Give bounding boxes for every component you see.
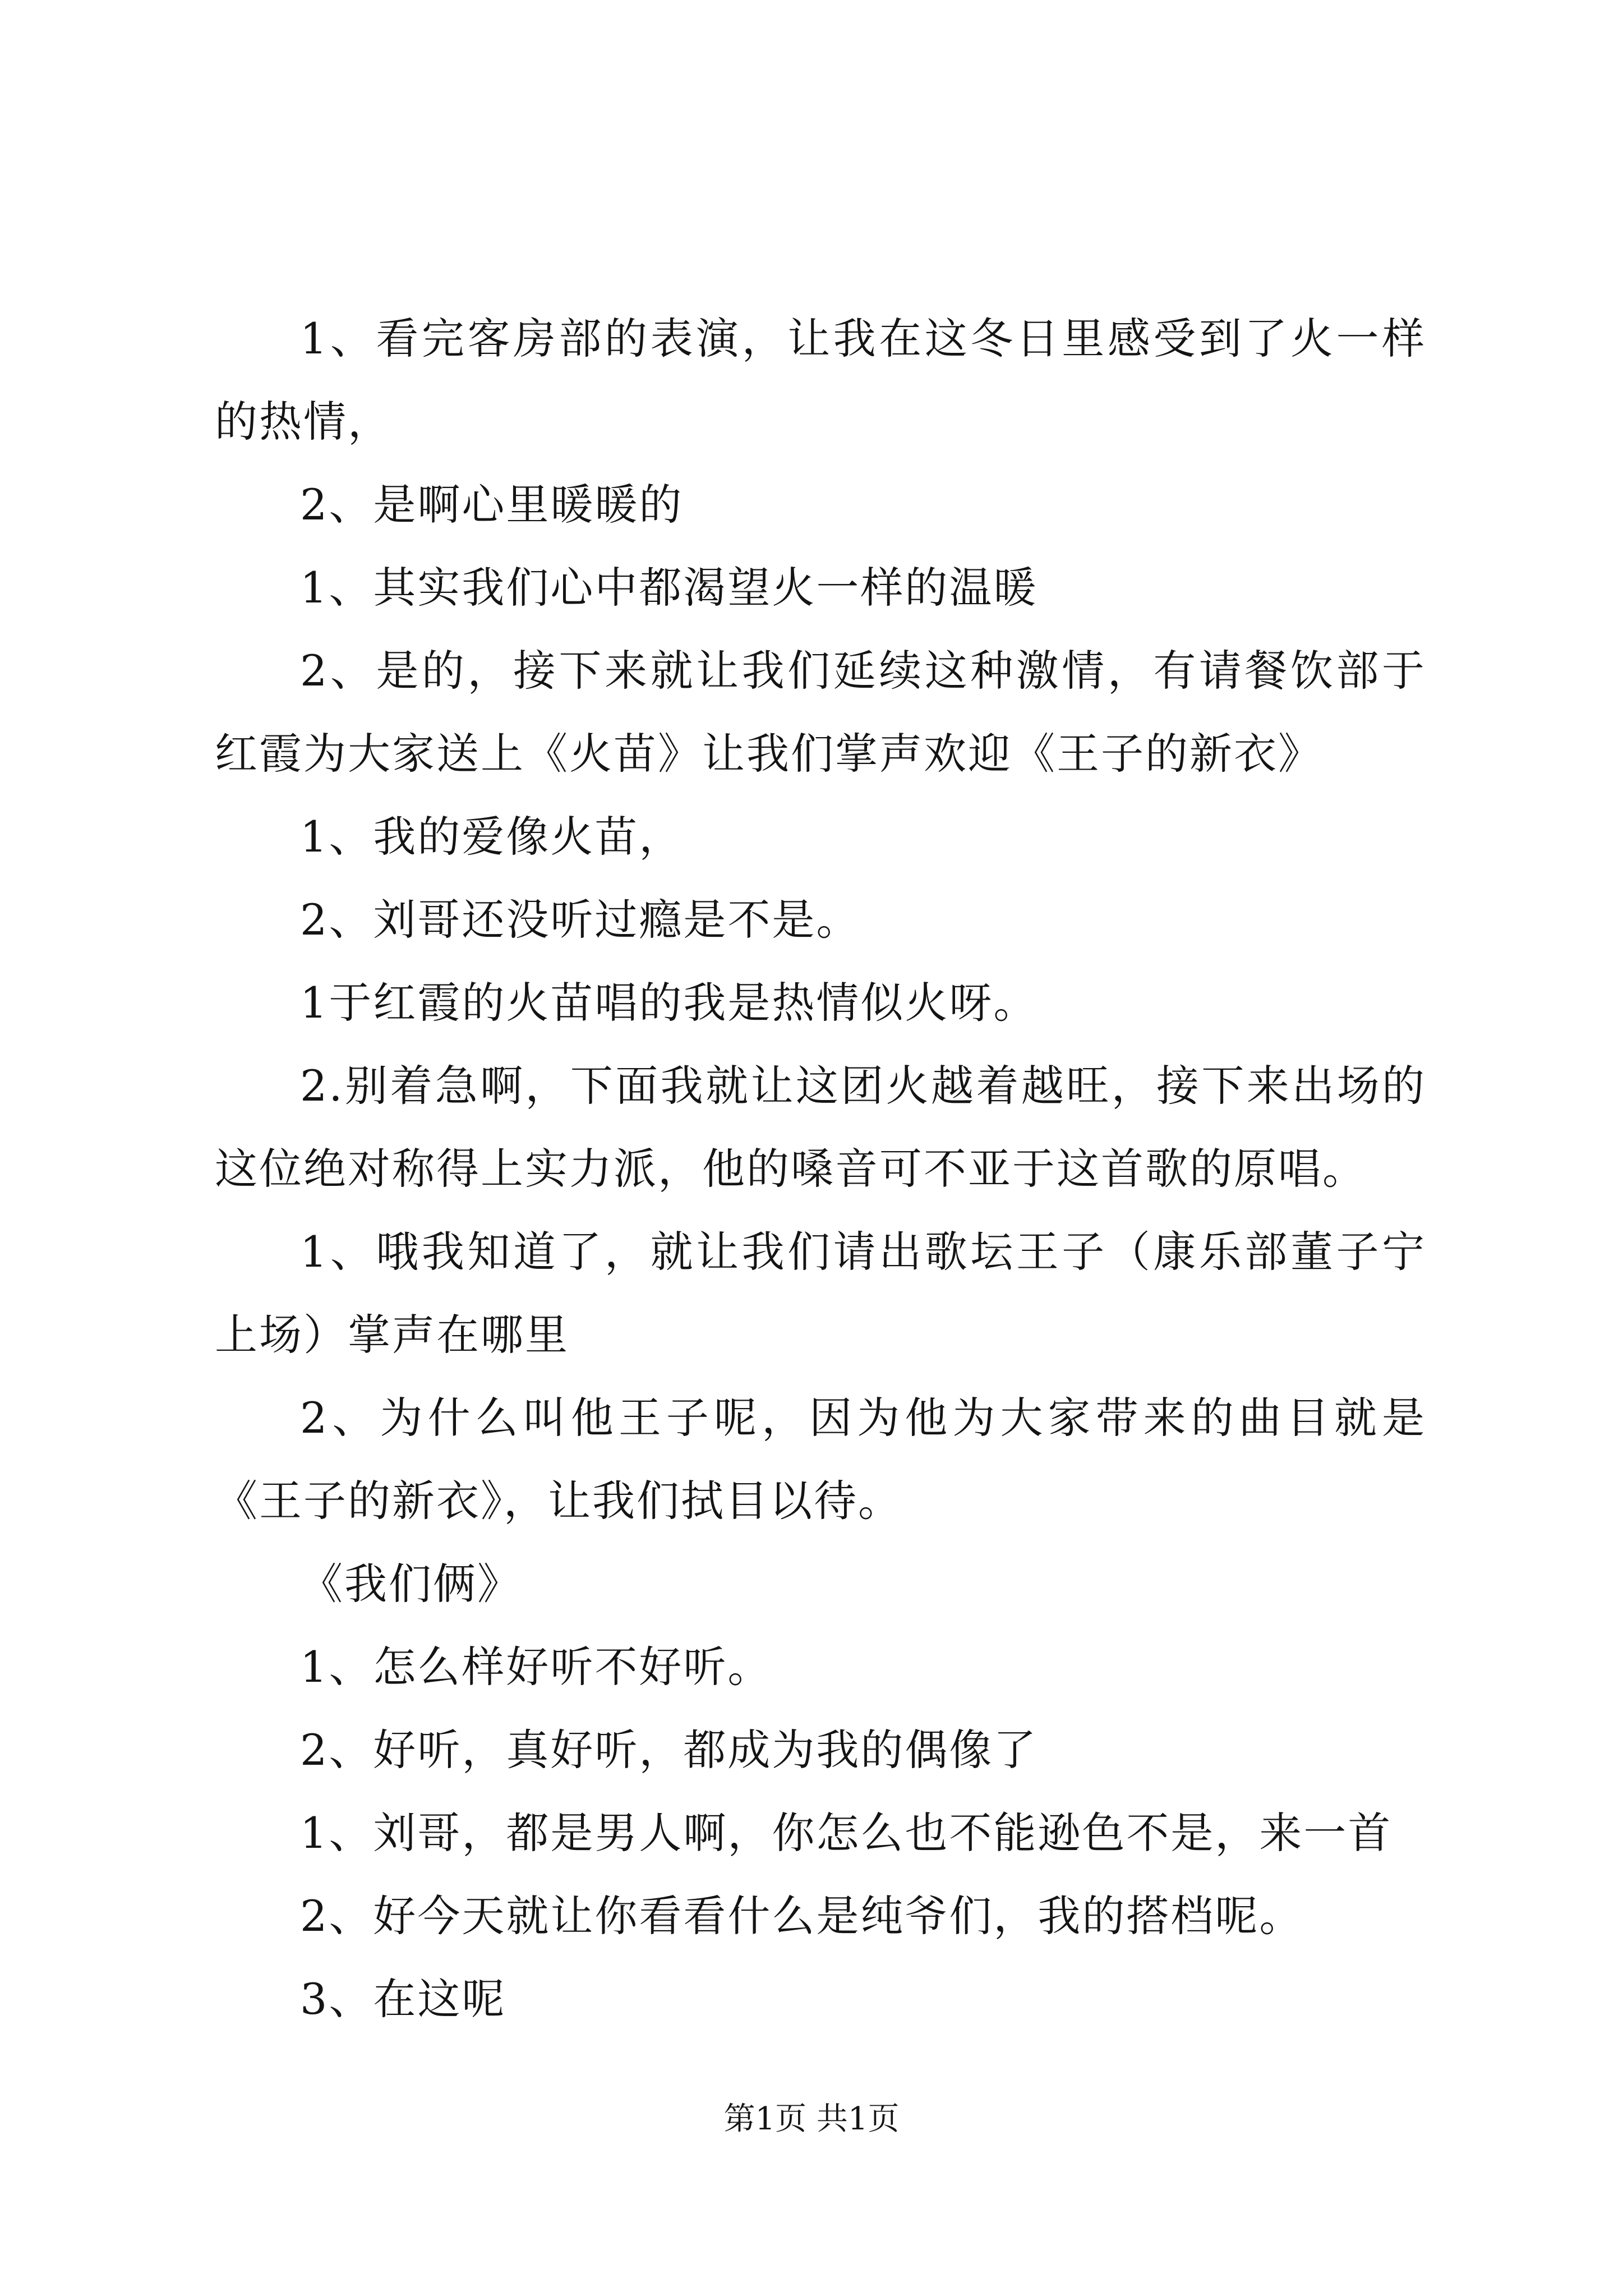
paragraph: 2.别着急啊，下面我就让这团火越着越旺，接下来出场的这位绝对称得上实力派，他的嗓音可不亚于这首歌的原唱。 [215, 1061, 1426, 1194]
paragraph: 1于红霞的火苗唱的我是热情似火呀。 [300, 978, 1038, 1028]
paragraph: 3、在这呢 [300, 1974, 506, 2024]
paragraph: 1、刘哥，都是男人啊，你怎么也不能逊色不是，来一首 [300, 1808, 1393, 1858]
paragraph: 《我们俩》 [300, 1559, 522, 1609]
paragraph: 2、好听，真好听，都成为我的偶像了 [300, 1725, 1038, 1775]
paragraph: 1、其实我们心中都渴望火一样的温暖 [300, 563, 1038, 613]
paragraph: 2、是啊心里暖暖的 [300, 480, 684, 530]
paragraph: 1、我的爱像火苗， [300, 812, 684, 862]
paragraph: 2、为什么叫他王子呢，因为他为大家带来的曲目就是《王子的新衣》，让我们拭目以待。 [215, 1393, 1426, 1526]
paragraph: 1、看完客房部的表演，让我在这冬日里感受到了火一样的热情， [215, 314, 1426, 447]
document-body [215, 297, 1426, 2041]
paragraph: 2、是的，接下来就让我们延续这种激情，有请餐饮部于红霞为大家送上《火苗》让我们掌声欢迎《王子的新衣》 [215, 646, 1426, 779]
paragraph: 2、刘哥还没听过瘾是不是。 [300, 895, 861, 945]
paragraph: 1、怎么样好听不好听。 [300, 1642, 772, 1692]
paragraph: 2、好今天就让你看看什么是纯爷们，我的搭档呢。 [300, 1891, 1304, 1941]
page-footer: 第1页 共1页 [723, 2101, 900, 2137]
paragraph: 1、哦我知道了，就让我们请出歌坛王子（康乐部董子宁上场）掌声在哪里 [215, 1227, 1426, 1360]
